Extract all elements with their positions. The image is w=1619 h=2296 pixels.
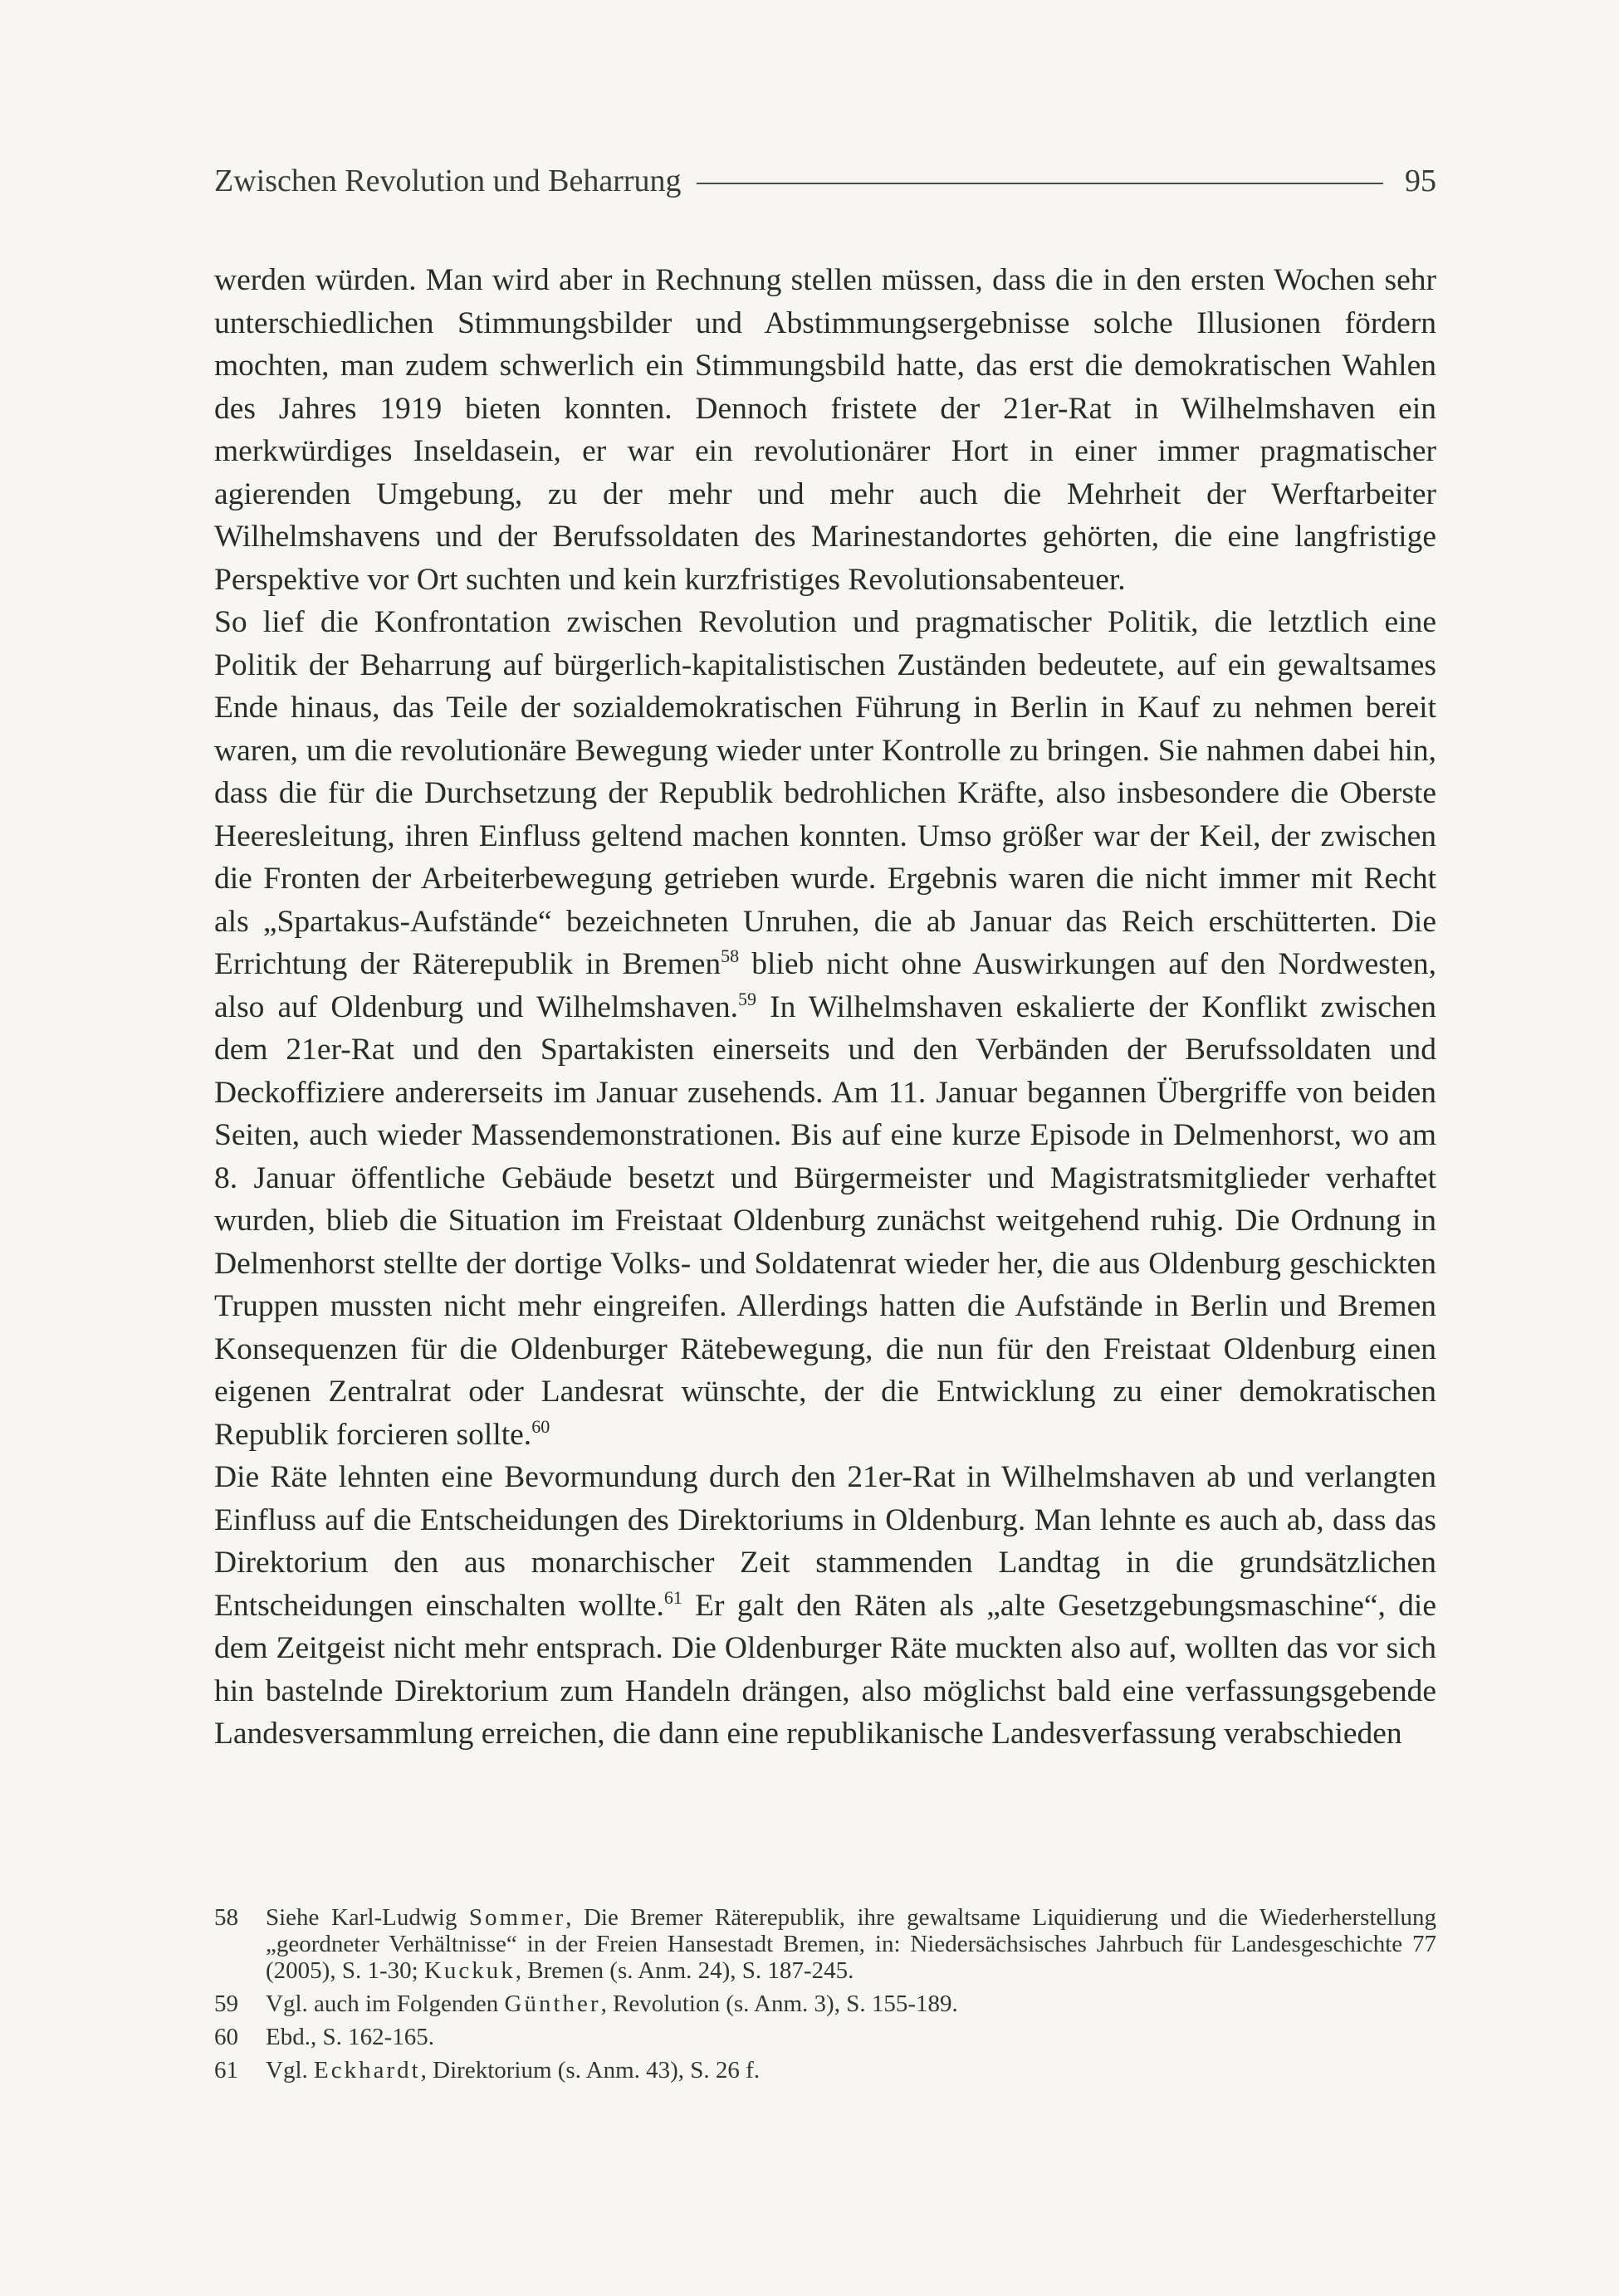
- paragraph-2-part-b: blieb nicht ohne Auswirkungen auf den Nordwesten, also auf Oldenburg und Wilhelmshaven.: [214, 947, 1436, 1024]
- footnote-text-part: Vgl.: [266, 2057, 314, 2083]
- paragraph-2-part-a: So lief die Konfrontation zwischen Revolution und pragmatischer Politik, die letztlich eine Politik der Beharrung auf bürgerlich-kapitalistischen Zuständen bedeutete, auf ein gewaltsames Ende hinaus, das Teile der sozialdemokratischen Führung in Berlin in Kauf zu nehmen bereit waren, um die revolutionäre Bewegung wieder unter Kontrolle zu bringen. Sie nahmen dabei hin, dass die für die Durchsetzung der Republik bedrohlichen Kräfte, also insbesondere die Oberste Heeresleitung, ihren Einfluss geltend machen konnten. Umso größer war der Keil, der zwischen die Fronten der Arbeiterbewegung getrieben wurde. Ergebnis waren die nicht immer mit Recht als „Spartakus-Aufstände“ bezeichneten Unruhen, die ab Januar das Reich erschütterten. Die Errichtung der Räterepublik in Bremen: [214, 605, 1436, 981]
- paragraph-2-part-c: In Wilhelmshaven eskalierte der Konflikt zwischen dem 21er-Rat und den Spartakisten einerseits und den Verbänden der Berufssoldaten und Deckoffiziere andererseits im Januar zusehends. Am 11. Januar begannen Übergriffe von beiden Seiten, auch wieder Massendemonstrationen. Bis auf eine kurze Episode in Delmenhorst, wo am 8. Januar öffentliche Gebäude besetzt und Bürgermeister und Magistratsmitglieder verhaftet wurden, blieb die Situation im Freistaat Oldenburg zunächst weitgehend ruhig. Die Ordnung in Delmenhorst stellte der dortige Volks- und Soldatenrat wieder her, die aus Oldenburg geschickten Truppen mussten nicht mehr eingreifen. Allerdings hatten die Aufstände in Berlin und Bremen Konsequenzen für die Oldenburger Rätebewegung, die nun für den Freistaat Oldenburg einen eigenen Zentralrat oder Landesrat wünschte, der die Entwicklung zu einer demokratischen Republik forcieren sollte.: [214, 989, 1436, 1452]
- main-text: [214, 259, 1436, 1756]
- footnote-text-part: Siehe Karl-Ludwig: [266, 1904, 469, 1931]
- footnotes: [214, 1904, 1436, 2090]
- page-number: 95: [1405, 164, 1436, 198]
- footnote-60: [214, 2024, 1436, 2050]
- footnote-text: [266, 2057, 1436, 2083]
- footnote-text: Ebd., S. 162-165.: [266, 2024, 434, 2050]
- footnote-text-part: , Die Bremer Räterepublik, ihre gewaltsame Liquidierung und die Wiederherstellung „geordneter Verhältnisse“ in der Freien Hansestadt Bremen, in: Niedersächsisches Jahrbuch für Landesgeschichte 77 (2005), S. 1-30;: [266, 1904, 1436, 1984]
- author-name: Sommer: [468, 1904, 566, 1931]
- footnote-text: [266, 1904, 1436, 1984]
- footnote-ref-59[interactable]: 59: [738, 988, 757, 1009]
- paragraph-3-part-b: Er galt den Räten als „alte Gesetzgebungsmaschine“, die dem Zeitgeist nicht mehr entsprach. Die Oldenburger Räte muckten also auf, wollten das vor sich hin bastelnde Direktorium zum Handeln drängen, also möglichst bald eine verfassungsgebende Landesversammlung erreichen, die dann eine republikanische Landesverfassung verabschieden: [214, 1588, 1436, 1751]
- footnote-number: 60: [214, 2024, 238, 2050]
- running-header: [214, 159, 1436, 203]
- footnote-ref-58[interactable]: 58: [721, 945, 740, 966]
- running-title: Zwischen Revolution und Beharrung: [214, 164, 682, 198]
- footnote-58: [214, 1904, 1436, 1984]
- footnote-text-part: , Direktorium (s. Anm. 43), S. 26 f.: [420, 2057, 761, 2083]
- footnote-number: 59: [214, 1991, 238, 2017]
- footnote-59: [214, 1991, 1436, 2017]
- header-rule: [697, 183, 1383, 184]
- author-name: Kuckuk: [423, 1957, 516, 1984]
- paragraph-1: werden würden. Man wird aber in Rechnung stellen müssen, dass die in den ersten Wochen sehr unterschiedlichen Stimmungsbilder und Abstimmungsergebnisse solche Illusionen fördern mochten, man zudem schwerlich ein Stimmungsbild hatte, das erst die demokratischen Wahlen des Jahres 1919 bieten konnten. Dennoch fristete der 21er-Rat in Wilhelmshaven ein merkwürdiges Inseldasein, er war ein revolutionärer Hort in einer immer pragmatischer agierenden Umgebung, zu der mehr und mehr auch die Mehrheit der Werftarbeiter Wilhelmshavens und der Berufssoldaten des Marinestandortes gehörten, die eine langfristige Perspektive vor Ort suchten und kein kurzfristiges Revolutionsabenteuer.: [214, 263, 1436, 597]
- footnote-text-part: , Revolution (s. Anm. 3), S. 155-189.: [600, 1991, 958, 2017]
- paragraph-3-part-a: Die Räte lehnten eine Bevormundung durch den 21er-Rat in Wilhelmshaven ab und verlangten Einfluss auf die Entscheidungen des Direktoriums in Oldenburg. Man lehnte es auch ab, dass das Direktorium den aus monarchischer Zeit stammenden Landtag in die grundsätzlichen Entscheidungen einschalten wollte.: [214, 1460, 1436, 1623]
- author-name: Günther: [504, 1991, 601, 2017]
- footnote-number: 61: [214, 2057, 238, 2083]
- footnote-text-part: , Bremen (s. Anm. 24), S. 187-245.: [515, 1957, 854, 1984]
- paragraph-2: [214, 601, 1436, 1456]
- footnote-number: 58: [214, 1904, 238, 1931]
- footnote-61: [214, 2057, 1436, 2083]
- footnote-text-part: Vgl. auch im Folgenden: [266, 1991, 505, 2017]
- paragraph-3: [214, 1456, 1436, 1756]
- footnote-ref-61[interactable]: 61: [663, 1586, 682, 1608]
- footnote-ref-60[interactable]: 60: [531, 1415, 550, 1437]
- author-name: Eckhardt: [314, 2057, 421, 2083]
- footnote-text: [266, 1991, 1436, 2017]
